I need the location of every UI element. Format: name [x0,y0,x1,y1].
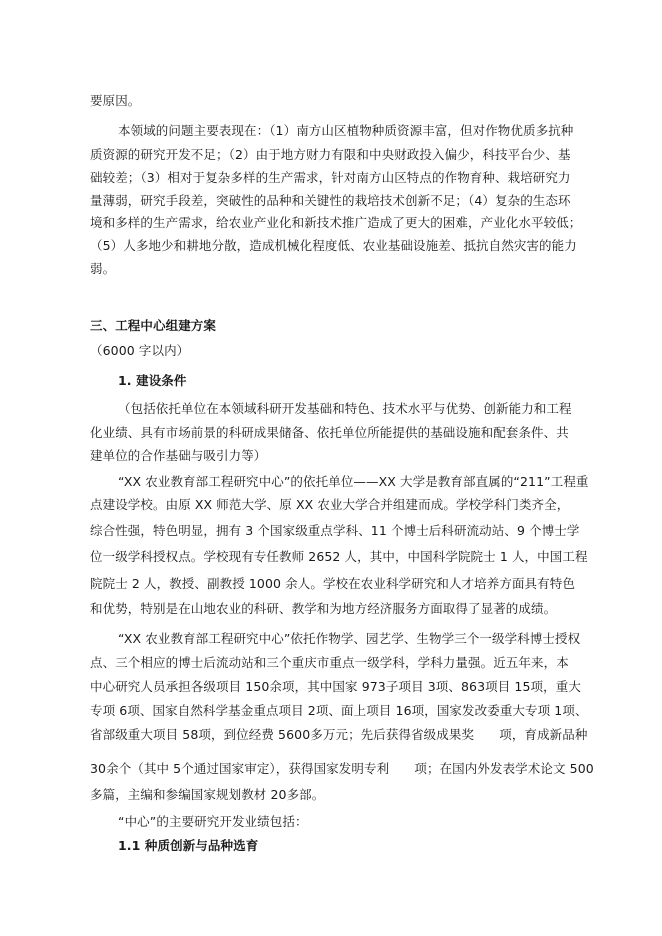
paragraph-line: 综合性强，特色明显，拥有 3 个国家级重点学科、11 个博士后科研流动站、9 个博士学 [90,523,580,538]
subsection-heading: 1. 建设条件 [118,373,187,388]
paragraph-line: 省部级重大项目 58项，到位经费 5600多万元；先后获得省级成果奖 项，育成新品种 [90,727,588,742]
paragraph-line: 本领域的问题主要表现在：（1）南方山区植物种质资源丰富，但对作物优质多抗种 [118,123,574,138]
paragraph-line: 院院士 2 人，教授、副教授 1000 余人。学校在农业科学研究和人才培养方面具有特色 [90,576,575,591]
paragraph-line: 要原因。 [90,93,141,108]
paragraph-line: “中心”的主要研究开发业绩包括： [118,814,308,829]
paragraph-line: 量薄弱，研究手段差，突破性的品种和关键性的栽培技术创新不足；（4）复杂的生态环 [90,193,571,208]
paragraph-line: 化业绩、具有市场前景的科研成果储备、依托单位所能提供的基础设施和配套条件、共 [90,425,569,440]
paragraph-line: 质资源的研究开发不足；（2）由于地方财力有限和中央财政投入偏少，科技平台少、基 [90,147,571,162]
paragraph-line: 中心研究人员承担各级项目 150余项，其中国家 973子项目 3项、863项目 15项，重大 [90,679,581,694]
paragraph-line: （5）人多地少和耕地分散，造成机械化程度低、农业基础设施差、抵抗自然灾害的能力 [90,238,577,253]
paragraph-line: 础较差；（3）相对于复杂多样的生产需求，针对南方山区特点的作物育种、栽培研究力 [90,170,571,185]
section-heading: 三、工程中心组建方案 [90,318,217,333]
paragraph-line: 建单位的合作基础与吸引力等） [90,448,267,463]
paragraph-line: “XX 农业教育部工程研究中心”依托作物学、园艺学、生物学三个一级学科博士授权 [118,631,581,646]
paragraph-line: 点建设学校。由原 XX 师范大学、原 XX 农业大学合并组建而成。学校学科门类齐全， [90,497,570,512]
paragraph-line: “XX 农业教育部工程研究中心”的依托单位——XX 大学是教育部直属的“211”工程重 [118,474,589,489]
paragraph-line: 多篇，主编和参编国家规划教材 20多部。 [90,787,325,802]
paragraph-line: 点、三个相应的博士后流动站和三个重庆市重点一级学科，学科力量强。近五年来，本 [90,655,569,670]
word-limit-note: （6000 字以内） [90,343,190,358]
paragraph-line: 位一级学科授权点。学校现有专任教师 2652 人，其中，中国科学院院士 1 人，中国工程 [90,549,588,564]
paragraph-line: 专项 6项、国家自然科学基金重点项目 2项、面上项目 16项，国家发改委重大专项 1项、 [90,703,588,718]
paragraph-line: 弱。 [90,261,116,276]
paragraph-line: 和优势，特别是在山地农业的科研、教学和为地方经济服务方面取得了显著的成绩。 [90,601,557,616]
paragraph-line: 30余个（其中 5个通过国家审定），获得国家发明专利 项；在国内外发表学术论文 500 [90,761,594,776]
subsection-heading: 1.1 种质创新与品种选育 [118,838,259,853]
paragraph-line: 境和多样的生产需求，给农业产业化和新技术推广造成了更大的困难，产业化水平较低； [90,215,582,230]
paragraph-line: （包括依托单位在本领域科研开发基础和特色、技术水平与优势、创新能力和工程 [118,401,572,416]
